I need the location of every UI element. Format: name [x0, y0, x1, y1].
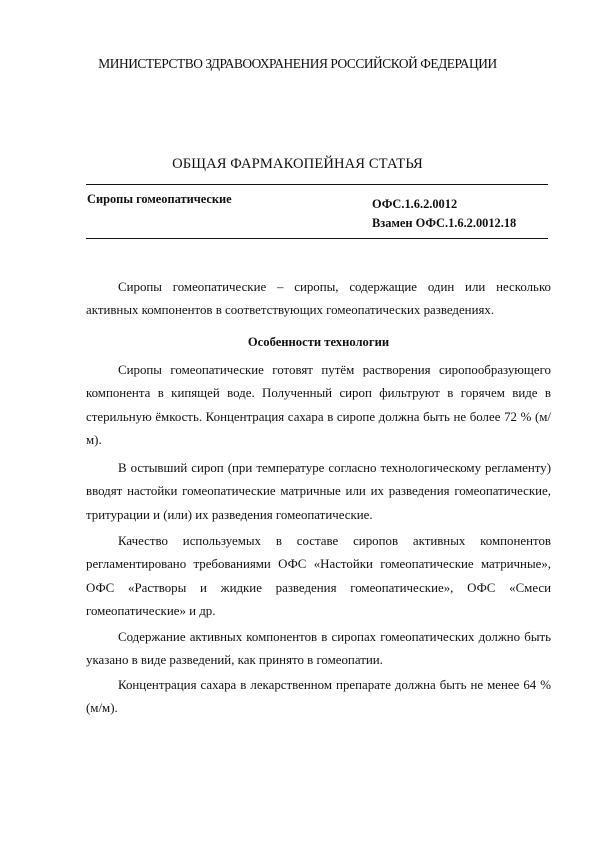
header-rule-top [86, 184, 548, 185]
paragraph: Содержание активных компонентов в сиропах гомеопатических должно быть указано в виде разведений, как принято в гомеопатии. [86, 630, 551, 668]
paragraph: Сиропы гомеопатические готовят путём растворения сиропообразующего компонента в кипящей воде. Полученный сироп фильтруют в горячем виде в стерильную ёмкость. Концентрация сахара в сиропе должна быть не более 72 % (м/м). [86, 363, 551, 448]
section-heading-block [86, 331, 551, 354]
intro-paragraph: Сиропы гомеопатические – сиропы, содержащие один или несколько активных компонентов в соответствующих гомеопатических разведениях. [86, 280, 551, 318]
article-title: ОБЩАЯ ФАРМАКОПЕЙНАЯ СТАТЬЯ [172, 156, 423, 172]
header-rule-bottom [86, 238, 548, 239]
section-heading: Особенности технологии [247, 335, 390, 349]
monograph-name: Сиропы гомеопатические [87, 192, 232, 206]
ministry-header: МИНИСТЕРСТВО ЗДРАВООХРАНЕНИЯ РОССИЙСКОЙ ФЕДЕРАЦИИ [98, 56, 497, 71]
paragraph: Качество используемых в составе сиропов активных компонентов регламентировано требованиями ОФС «Настойки гомеопатические матричные», ОФС «Растворы и жидкие разведения гомеопатические», ОФС «Смеси гомеопатические» и др. [86, 534, 551, 619]
monograph-codes [372, 192, 516, 235]
paragraph-block [86, 457, 551, 527]
paragraph: В остывший сироп (при температуре согласно технологическому регламенту) вводят настойки гомеопатические матричные или их разведения гомеопатические, тритурации и (или) их разведения гомеопатические. [86, 461, 551, 522]
monograph-code: ОФС.1.6.2.0012 [372, 197, 458, 211]
paragraph-block [86, 674, 551, 721]
intro-block [86, 276, 551, 323]
monograph-replaces: Взамен ОФС.1.6.2.0012.18 [372, 216, 517, 230]
paragraph-block [86, 530, 551, 624]
paragraph-block [86, 359, 551, 453]
paragraph-block [86, 626, 551, 673]
paragraph: Концентрация сахара в лекарственном препарате должна быть не менее 64 % (м/м). [86, 678, 551, 716]
